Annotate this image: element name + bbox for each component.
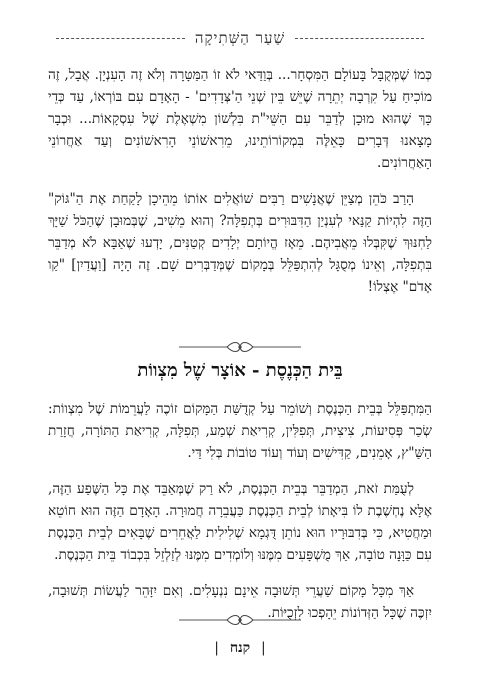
page-number-value: קנח [229,640,251,656]
running-header [56,28,424,48]
text-block-1 [48,64,432,312]
paragraph: כְּמוֹ שֶׁמְּקֻבָּל בָּעוֹלָם הַמִּסְחָר... בְּוַדַּאי לֹא זוֹ הַמַּטָּרָה וְלֹא זֶה הָעִנְיָן. אֲבָל, זֶה מוֹכִיחַ עַל קִרְבָה יְתֵרָה שֶׁיֵּשׁ בֵּין שְׁנֵי הַ'צְּדָדִים' - הָאָדָם עִם בּוֹרְאוֹ, עַד כְּדֵי כָּךְ שֶׁהוּא מוּכָן לְדַבֵּר עִם הַשֵּׁי"ת בִּלְשׁוֹן מִשְׁאֶלֶת שֶׁל עִסְקָאוֹת... וּכְבָר מָצָאנוּ דְּבָרִים כָּאֵלֶּה בִּמְקוֹרוֹתֵינוּ, מֵרִאשׁוֹנֵי הָרִאשׁוֹנִים וְעַד אַחֲרוֹנֵי הָאַחֲרוֹנִים. [48,67,432,171]
page-number-bar: | [261,640,266,656]
paragraph: לְעֻמַּת זֹאת, הַמְדַבֵּר בְּבֵית הַכְּנֶסֶת, לֹא רַק שֶׁמְּאַבֵּד אֶת כָּל הַשֶּׁפַע הַזֶּה, אֶלָּא נֶחְשֶׁבֶת לוֹ בִּיאָתוֹ לְבֵית הַכְּנֶסֶת כַּעֲבֵרָה חֲמוּרָה. הָאָדָם הַזֶּה הוּא חוֹטֵא וּמַחֲטִיא, כִּי בְּדִבּוּרָיו הוּא נוֹתֵן דֻּגְמָא שְׁלִילִית לַאֲחֵרִים שֶׁבָּאִים לְבֵית הַכְּנֶסֶת עִם כַּוָּנָה טוֹבָה, אַךְ מֻשְׁפָּעִים מִמֶּנּוּ וְלוֹמְדִים מִמֶּנּוּ לְזַלְזֵל בִּכְבוֹד בֵּית הַכְּנֶסֶת. [48,481,432,563]
header-rule-right [295,38,424,39]
page-number-bar: | [214,640,219,656]
section-heading: בֵּית הַכְּנֶסֶת - אוֹצָר שֶׁל מִצְווֹת [137,360,343,381]
running-title: שַׁעַר הַשְּׁתִיקָה [194,28,286,47]
paragraph: אַךְ מִכָּל מָקוֹם שַׁעֲרֵי תְּשׁוּבָה אֵינָם נִנְעָלִים. וְאִם יִזָּהֵר לַעֲשׂוֹת תְּשׁוּבָה, יִזְכֶּה שֶׁכָּל הַזְּדוֹנוֹת יֵהָפְכוּ לִזְכֻיּוֹת. [48,583,432,621]
page-number [0,640,480,657]
divider-ornament [175,613,305,627]
paragraph: הָרַב כֹּהֵן מְצַיֵּן שֶׁאֲנָשִׁים רַבִּים שׁוֹאֲלִים אוֹתוֹ מֵהֵיכָן לָקַחַת אֶת הַ"גּוֹק" הַזֶּה לִהְיוֹת קַנַּאי לְעִנְיַן הַדִּבּוּרִים בְּתְפִלָּה? וְהוּא מֵשִׁיב, שֶׁבְּמוּבָן שֶׁהַכֹּל שַׁיָּךְ לַחִנּוּךְ שֶׁקִּבְּלוּ מֵאֲבִיהֶם. מֵאָז הֱיוֹתָם יְלָדִים קְטַנִּים, יָדְעוּ שֶׁאַבָּא לֹא מְדַבֵּר בִּתְפִלָּה, וְאֵינוֹ מְסֻגָּל לְהִתְפַּלֵּל בְּמָקוֹם שֶׁמְּדַבְּרִים שָׁם. זֶה הָיָה [וַעֲדַיִן] "קַו אָדֹם" אֶצְלוֹ! [48,191,432,295]
header-rule-left [56,38,185,39]
divider-ornament [175,340,305,354]
text-block-2 [48,398,432,638]
paragraph: הַמִּתְפַּלֵּל בְּבֵית הַכְּנֶסֶת וְשׁוֹמֵר עַל קְדֻשַּׁת הַמָּקוֹם זוֹכֶה לַעֲרֵמוֹת שֶׁל מִצְווֹת: שְׂכַר פְּסִיעוֹת, צִיצִית, תְּפִלִּין, קְרִיאַת שְׁמַע, תְּפִלָּה, קְרִיאַת הַתּוֹרָה, חֲזָרַת הַשַּׁ"ץ, אָמֵנִים, קַדִּישִׁים וְעוֹד וְעוֹד טוֹבוֹת בְּלִי דַּי. [48,401,432,461]
